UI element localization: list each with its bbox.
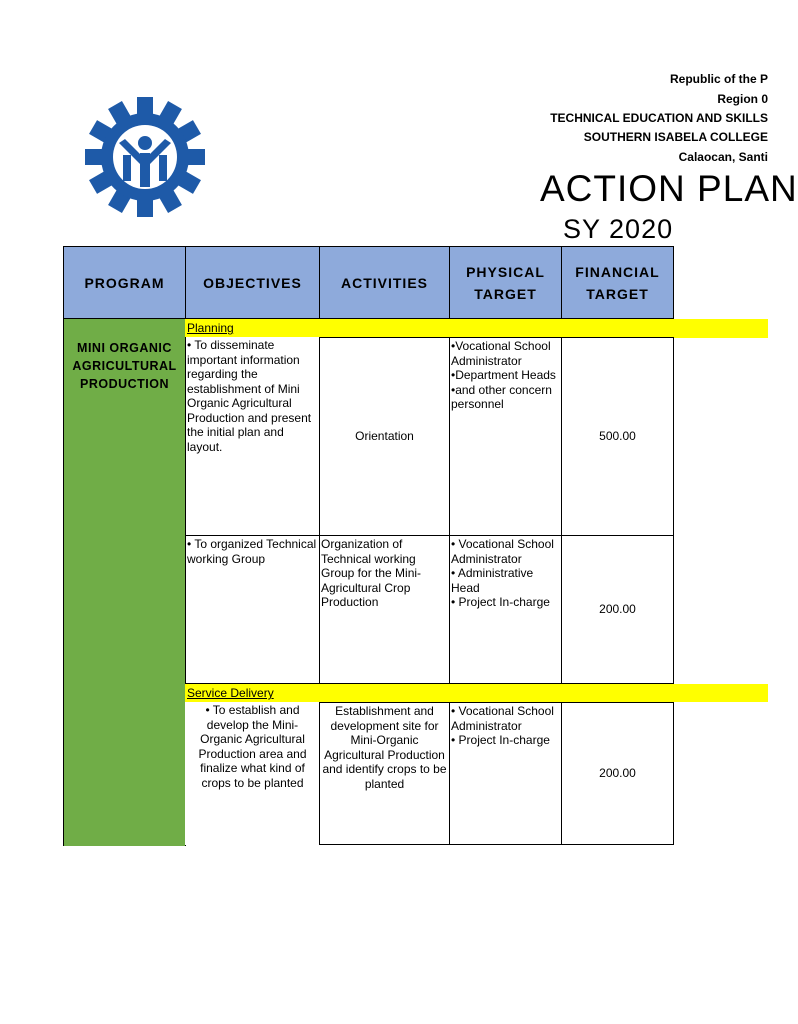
school-year: SY 2020 bbox=[563, 214, 674, 244]
objective-cell: • To establish and develop the Mini-Organic Agricultural Production area and finalize what kind of crops to be planted bbox=[185, 702, 320, 845]
header-line-address: Calaocan, Santi bbox=[678, 150, 768, 164]
section-service-delivery: Service Delivery bbox=[185, 684, 768, 702]
header-line-agency: TECHNICAL EDUCATION AND SKILLS bbox=[550, 111, 768, 125]
physical-target-cell bbox=[449, 702, 562, 845]
header-line-college: SOUTHERN ISABELA COLLEGE bbox=[583, 130, 768, 144]
header-line-republic: Republic of the P bbox=[669, 72, 768, 86]
tesda-logo bbox=[84, 96, 206, 218]
financial-target-cell: 200.00 bbox=[561, 535, 674, 684]
activity-cell: Organization of Technical working Group for the Mini-Agricultural Crop Production bbox=[319, 535, 450, 684]
activity-cell: Establishment and development site for Mini-Organic Agricultural Production and identify crops to be planted bbox=[319, 702, 450, 845]
section-planning: Planning bbox=[185, 319, 768, 338]
program-cell bbox=[63, 318, 186, 846]
physical-target-item: •and other concern personnel bbox=[451, 382, 552, 411]
physical-target-item: • Vocational School Administrator bbox=[451, 537, 554, 566]
physical-target-cell bbox=[449, 535, 562, 684]
physical-target-item: •Vocational School Administrator bbox=[451, 339, 551, 368]
financial-target-cell: 500.00 bbox=[561, 337, 674, 536]
header-activities: ACTIVITIES bbox=[319, 246, 450, 319]
header-line-region: Region 0 bbox=[717, 92, 768, 106]
objective-cell: • To organized Technical working Group bbox=[185, 535, 320, 684]
physical-target-item: • Project In-charge bbox=[451, 595, 550, 609]
financial-target-cell: 200.00 bbox=[561, 702, 674, 845]
physical-target-item: •Department Heads bbox=[451, 368, 556, 382]
activity-cell: Orientation bbox=[319, 337, 450, 536]
physical-target-cell bbox=[449, 337, 562, 536]
document-title: ACTION PLAN bbox=[540, 168, 798, 209]
header-objectives: OBJECTIVES bbox=[185, 246, 320, 319]
physical-target-item: • Project In-charge bbox=[451, 733, 550, 747]
physical-target-item: • Vocational School Administrator bbox=[451, 704, 554, 733]
header-physical-target: PHYSICAL TARGET bbox=[449, 246, 562, 319]
header-program: PROGRAM bbox=[63, 246, 186, 319]
physical-target-item: • Administrative Head bbox=[451, 566, 534, 595]
header-financial-target: FINANCIAL TARGET bbox=[561, 246, 674, 319]
program-name: MINI ORGANIC AGRICULTURAL PRODUCTION bbox=[72, 341, 177, 391]
objective-cell: • To disseminate important information regarding the establishment of Mini Organic Agricultural Production and present the initial plan and layout. bbox=[185, 337, 320, 536]
